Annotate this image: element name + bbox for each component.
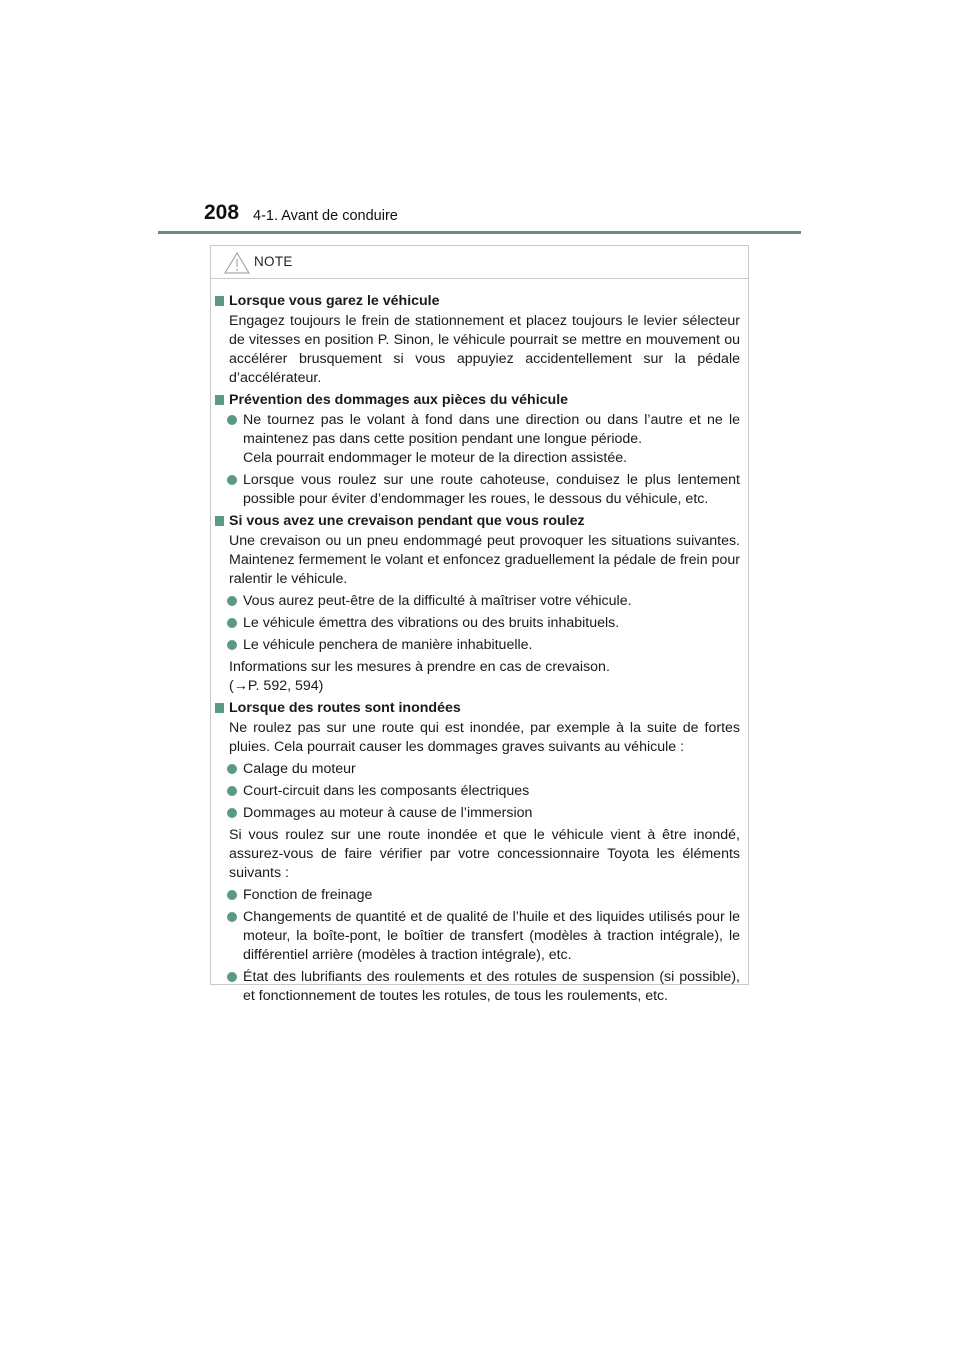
paragraph: Une crevaison ou un pneu endommagé peut provoquer les situations suivantes. Maintenez fermement le volant et enfoncez graduellement la pédale de frein pour ralentir le véhicule. [229, 533, 740, 587]
section-heading: Lorsque vous garez le véhicule [211, 292, 748, 311]
list-item: Le véhicule penchera de manière inhabituelle. [211, 636, 748, 655]
list-item: Lorsque vous roulez sur une route cahoteuse, conduisez le plus lentement possible pour éviter d’endommager les roues, le dessous du véhicule, etc. [211, 471, 748, 509]
list-item: Le véhicule émettra des vibrations ou des bruits inhabituels. [211, 614, 748, 633]
round-bullet-icon [227, 415, 237, 425]
paragraph: Informations sur les mesures à prendre en cas de crevaison. (→P. 592, 594) [211, 658, 748, 696]
paragraph: Si vous roulez sur une route inondée et que le véhicule vient à être inondé, assurez-vous de faire vérifier par votre concessionnaire Toyota les éléments suivants : [229, 827, 740, 881]
note-title: NOTE [254, 254, 293, 269]
round-bullet-icon [227, 618, 237, 628]
list-item: Vous aurez peut-être de la difficulté à maîtriser votre véhicule. [211, 592, 748, 611]
list-item: Dommages au moteur à cause de l’immersion [211, 804, 748, 823]
paragraph: Engagez toujours le frein de stationnement et placez toujours le levier sélecteur de vitesses en position P. Sinon, le véhicule pourrait se mettre en mouvement ou accélérer brusquement si vous appuyiez accidentellement sur la pédale d’accélérateur. [229, 313, 740, 386]
list-item: Fonction de freinage [211, 886, 748, 905]
square-bullet-icon [215, 395, 224, 405]
round-bullet-icon [227, 808, 237, 818]
section-title: 4-1. Avant de conduire [253, 208, 398, 224]
list-item: Ne tournez pas le volant à fond dans une direction ou dans l’autre et ne le maintenez pas dans cette position pendant une longue période. Cela pourrait endommager le moteur de la direction assistée. [211, 411, 748, 468]
list-item: Calage du moteur [211, 760, 748, 779]
round-bullet-icon [227, 890, 237, 900]
round-bullet-icon [227, 912, 237, 922]
page-reference: (→P. 592, 594) [229, 678, 324, 694]
header-rule [158, 231, 801, 234]
square-bullet-icon [215, 296, 224, 306]
list-item: État des lubrifiants des roulements et des rotules de suspension (si possible), et fonctionnement de toutes les rotules, de tous les roulements, etc. [211, 968, 748, 1006]
round-bullet-icon [227, 764, 237, 774]
section-heading: Lorsque des routes sont inondées [211, 699, 748, 718]
square-bullet-icon [215, 703, 224, 713]
round-bullet-icon [227, 640, 237, 650]
section-heading: Prévention des dommages aux pièces du véhicule [211, 391, 748, 410]
warning-triangle-icon [224, 252, 250, 274]
page-header [0, 0, 960, 240]
round-bullet-icon [227, 786, 237, 796]
page-number: 208 [204, 201, 240, 224]
round-bullet-icon [227, 596, 237, 606]
list-item: Court-circuit dans les composants électriques [211, 782, 748, 801]
round-bullet-icon [227, 475, 237, 485]
paragraph: Ne roulez pas sur une route qui est inondée, par exemple à la suite de fortes pluies. Cela pourrait causer les dommages graves suivants au véhicule : [229, 720, 740, 755]
round-bullet-icon [227, 972, 237, 982]
section-heading: Si vous avez une crevaison pendant que vous roulez [211, 512, 748, 531]
note-content [211, 292, 748, 1009]
note-header [211, 246, 748, 279]
note-box [210, 245, 749, 1004]
square-bullet-icon [215, 516, 224, 526]
list-item: Changements de quantité et de qualité de l’huile et des liquides utilisés pour le moteur, la boîte-pont, le boîtier de transfert (modèles à traction intégrale), le différentiel arrière (modèles à traction intégrale), etc. [211, 908, 748, 965]
